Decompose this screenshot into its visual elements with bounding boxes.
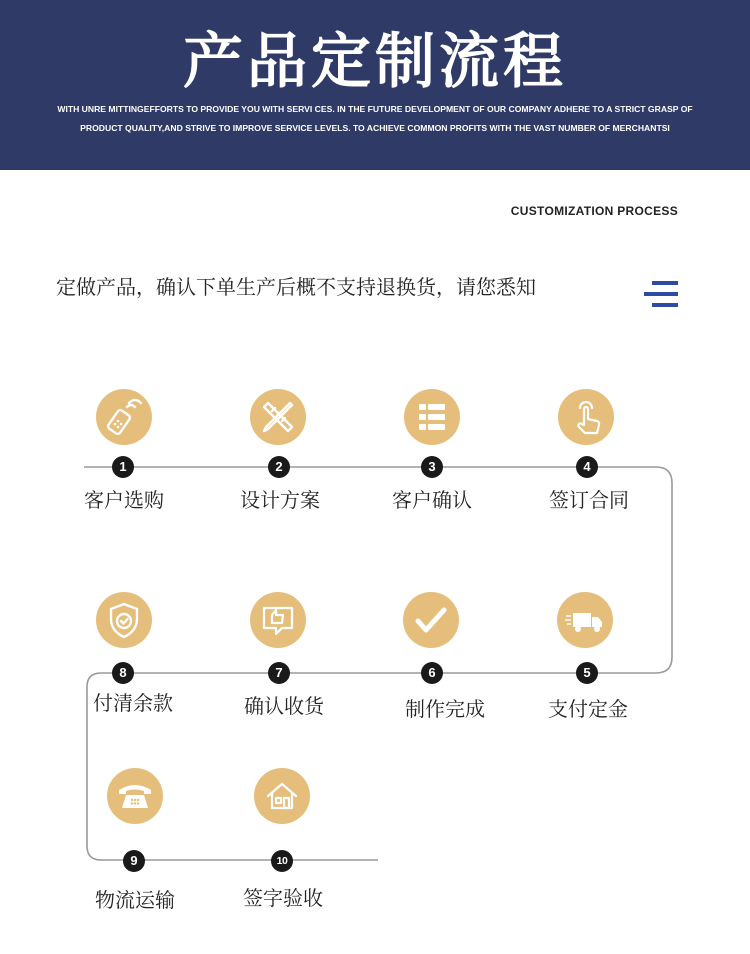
notice-text: 定做产品，确认下单生产后概不支持退换货，请您悉知 (56, 275, 536, 299)
phone-icon (96, 389, 152, 445)
section-heading: CUSTOMIZATION PROCESS (510, 204, 678, 218)
telephone-icon (107, 768, 163, 824)
step-number-badge: 8 (112, 662, 134, 684)
step-label: 制作完成 (405, 697, 485, 721)
step-number-badge: 7 (268, 662, 290, 684)
step-label: 确认收货 (244, 694, 324, 718)
header-subtitle-line-2: PRODUCT QUALITY,AND STRIVE TO IMPROVE SERVICE LEVELS. TO ACHIEVE COMMON PROFITS WITH THE VAST NUMBER OF MERCHANTSI (80, 123, 670, 133)
step-number-badge: 9 (123, 850, 145, 872)
checkmark-icon (403, 592, 459, 648)
step-label: 设计方案 (240, 488, 320, 512)
shield-check-icon (96, 592, 152, 648)
hand-pointer-icon (558, 389, 614, 445)
step-number-badge: 10 (271, 850, 293, 872)
step-number-badge: 2 (268, 456, 290, 478)
step-label: 签字验收 (243, 886, 323, 910)
house-icon (254, 768, 310, 824)
step-label: 物流运输 (95, 888, 175, 912)
truck-icon (557, 592, 613, 648)
step-label: 付清余款 (93, 691, 173, 715)
step-label: 签订合同 (549, 488, 629, 512)
step-label: 客户选购 (84, 488, 164, 512)
step-number-badge: 5 (576, 662, 598, 684)
step-number-badge: 3 (421, 456, 443, 478)
header-subtitle-line-1: WITH UNRE MITTINGEFFORTS TO PROVIDE YOU WITH SERVI CES. IN THE FUTURE DEVELOPMENT OF OUR COMPANY ADHERE TO A STRICT GRASP OF (57, 104, 693, 114)
page-title: 产品定制流程 (183, 27, 567, 97)
step-number-badge: 1 (112, 456, 134, 478)
list-icon (404, 389, 460, 445)
thumbs-up-icon (250, 592, 306, 648)
ruler-pencil-icon (250, 389, 306, 445)
step-label: 客户确认 (392, 488, 472, 512)
step-number-badge: 4 (576, 456, 598, 478)
step-number-badge: 6 (421, 662, 443, 684)
step-label: 支付定金 (548, 697, 628, 721)
